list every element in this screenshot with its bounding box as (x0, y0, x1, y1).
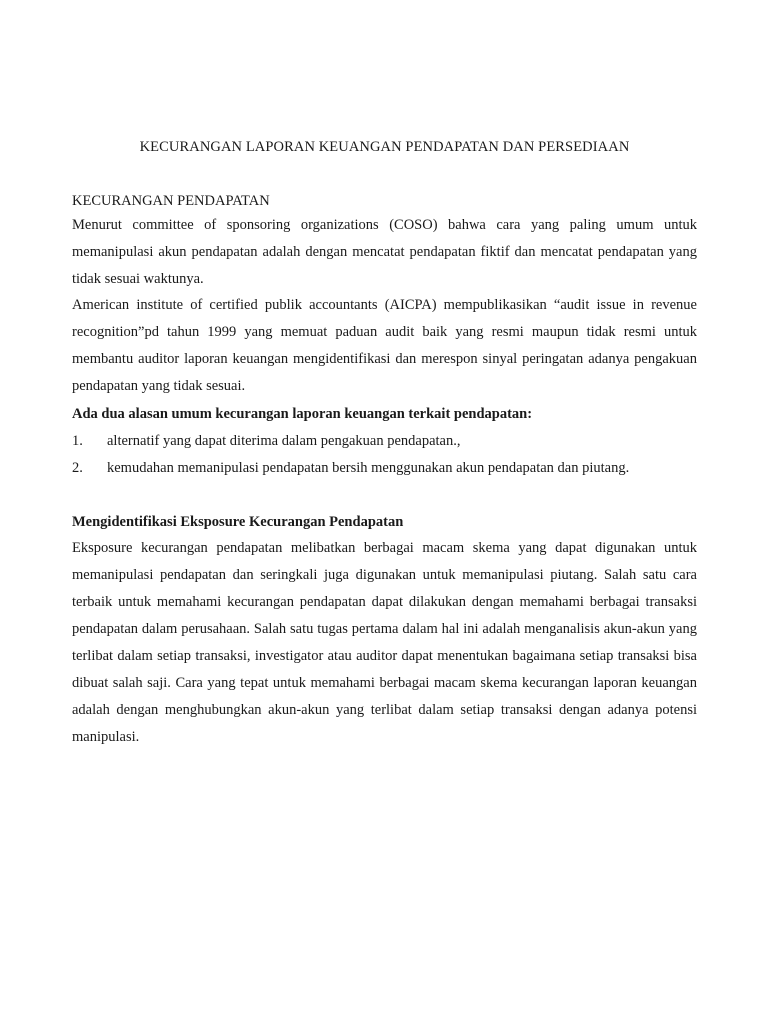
reasons-heading: Ada dua alasan umum kecurangan laporan keuangan terkait pendapatan: (72, 406, 533, 422)
document-title: KECURANGAN LAPORAN KEUANGAN PENDAPATAN DAN PERSEDIAAN (139, 139, 630, 155)
list-item-number: 2. (72, 460, 83, 476)
list-item-number: 1. (72, 433, 83, 449)
list-item (72, 455, 697, 482)
document-page (72, 0, 697, 1024)
paragraph-coso: Menurut committee of sponsoring organizations (COSO) bahwa cara yang paling umum untuk memanipulasi akun pendapatan adalah dengan mencatat pendapatan fiktif dan mencatat pendapatan yang tidak sesuai waktunya. (72, 217, 697, 287)
list-item-text: alternatif yang dapat diterima dalam pengakuan pendapatan., (107, 433, 461, 449)
reasons-list (72, 428, 697, 482)
list-item (72, 428, 697, 455)
paragraph-eksposure: Eksposure kecurangan pendapatan melibatkan berbagai macam skema yang dapat digunakan untuk memanipulasi pendapatan dan seringkali juga digunakan untuk memanipulasi piutang. Salah satu cara terbaik untuk memahami kecurangan pendapatan dapat dilakukan dengan memahami berbagai transaksi pendapatan dalam perusahaan. Salah satu tugas pertama dalam hal ini adalah menganalisis akun-akun yang terlibat dalam setiap transaksi, investigator atau auditor dapat menentukan bagaimana setiap transaksi bisa dibuat salah saji. Cara yang tepat untuk memahami berbagai macam skema kecurangan laporan keuangan adalah dengan menghubungkan akun-akun yang terlibat dalam setiap transaksi dengan adanya potensi manipulasi. (72, 540, 697, 745)
paragraph-aicpa: American institute of certified publik accountants (AICPA) mempublikasikan “audit issue in revenue recognition”pd tahun 1999 yang memuat paduan audit baik yang resmi maupun tidak resmi untuk membantu auditor laporan keuangan mengidentifikasi dan merespon sinyal peringatan adanya pengakuan pendapatan yang tidak sesuai. (72, 297, 697, 394)
section-heading-kecurangan-pendapatan: KECURANGAN PENDAPATAN (72, 193, 270, 209)
section-heading-eksposure: Mengidentifikasi Eksposure Kecurangan Pendapatan (72, 514, 404, 530)
list-item-text: kemudahan memanipulasi pendapatan bersih menggunakan akun pendapatan dan piutang. (107, 460, 630, 476)
